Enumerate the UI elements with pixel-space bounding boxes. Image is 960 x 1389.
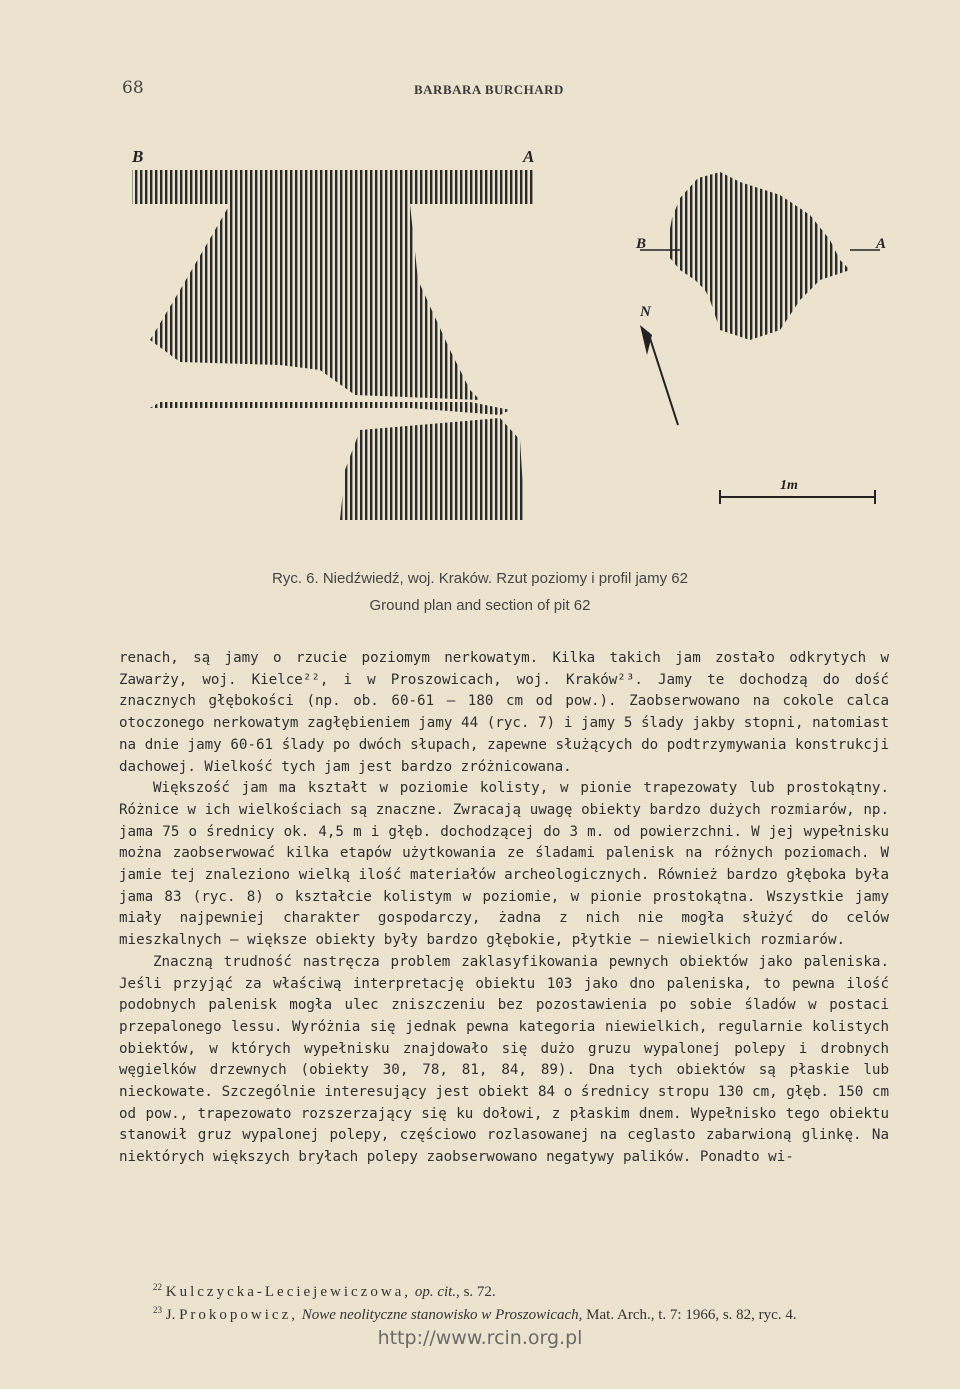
footnote-23-number: 23 [153, 1305, 162, 1315]
footnote-23 [119, 1301, 889, 1324]
ground-plan-drawing [131, 147, 535, 520]
footnote-22-number: 22 [153, 1282, 162, 1292]
figure-pit-62 [120, 140, 900, 560]
paragraph-2: Większość jam ma kształt w poziomie kolisty, w pionie trapezowaty lub prostokątny. Różnice w ich wielkościach są znaczne. Zwracają uwagę obiekty bardzo dużych rozmiarów, np. jama 75 o średnicy ok. 4,5 m i głęb. dochodzącej do 3 m. od powierzchni. W jej wypełnisku można zaobserwować kilka etapów użytkowania ze śladami palenisk na różnych poziomach. W jamie tej znaleziono wielką ilość materiałów archeologicznych. Również bardzo głęboka była jama 83 (ryc. 8) o kształcie kolistym w poziomie, w pionie prostokątna. Wszystkie jamy miały najpewniej charakter gospodarczy, żadna z nich nie mogła służyć do celów mieszkalnych — większe obiekty były bardzo głębokie, płytkie — niewielkich rozmiarów. [119, 780, 889, 949]
north-arrow-icon [639, 304, 678, 425]
section-label-a: A [876, 236, 887, 252]
scale-label: 1m [780, 478, 798, 493]
footnote-22-author: Kulczycka-Leciejewiczowa, [165, 1284, 412, 1300]
figure-caption-polish: Ryc. 6. Niedźwiedź, woj. Kraków. Rzut poziomy i profil jamy 62 [272, 570, 688, 587]
plan-label-b: B [132, 147, 144, 166]
footnote-23-author: Prokopowicz, [179, 1307, 298, 1323]
figure-caption-english: Ground plan and section of pit 62 [369, 597, 591, 614]
footnote-22 [119, 1278, 889, 1301]
footnote-23-title: Nowe neolityczne stanowisko w Proszowicach, [301, 1307, 583, 1323]
scale-bar [720, 478, 875, 504]
footnote-22-rest: s. 72. [463, 1284, 496, 1300]
paragraph-3: Znaczną trudność nastręcza problem zaklasyfikowania pewnych obiektów jako paleniska. Jeśli przyjąć za właściwą interpretację obiektu 103 jako dno paleniska, to pewna ilość podobnych palenisk mogła ulec zniszczeniu bez pozostawienia po sobie śladów w postaci przepalonego lessu. Wyróżnia się jednak pewna kategoria niewielkich, regularnie kolistych obiektów, w których wypełnisku znajdowało się dużo gruzu wypalonej polepy i drobnych węgielków drzewnych (obiekty 30, 78, 81, 84, 89). Dna tych obiektów są płaskie lub nieckowate. Szczególnie interesujący jest obiekt 84 o średnicy stropu 130 cm, głęb. 150 cm od pow., trapezowato rozszerzający się ku dołowi, z płaskim dnem. Wypełnisko tego obiektu stanowił gruz wypalonej polepy, częściowo rozlasowanej na ceglasto zabarwioną glinkę. Na niektórych większych bryłach polepy zaobserwowano negatywy palików. Ponadto wi- [119, 953, 889, 1166]
page-number: 68 [122, 78, 144, 98]
footnote-22-opcit: op. cit., [414, 1284, 460, 1300]
footnote-23-initial: J. [165, 1307, 176, 1323]
source-watermark: http://www.rcin.org.pl [377, 1327, 583, 1349]
footnotes [119, 1278, 889, 1324]
footnote-23-rest: Mat. Arch., t. 7: 1966, s. 82, ryc. 4. [586, 1307, 797, 1323]
plan-label-a: A [523, 147, 535, 166]
paragraph-1: renach, są jamy o rzucie poziomym nerkowatym. Kilka takich jam zostało odkrytych w Zawarży, woj. Kielce²², i w Proszowicach, woj. Kraków²³. Jamy te dochodzą do dość znacznych głębokości (np. ob. 60-61 — 180 cm od pow.). Zaobserwowano na cokole calca otoczonego nerkowatym zagłębieniem jamy 44 (ryc. 7) i jamy 5 ślady jakby stopni, natomiast na dnie jamy 60-61 ślady po dwóch słupach, zapewne służących do podtrzymywania konstrukcji dachowej. Wielkość tych jam jest bardzo zróżnicowana. [119, 650, 889, 775]
north-label: N [640, 304, 651, 320]
running-head: BARBARA BURCHARD [414, 82, 564, 97]
section-drawing [635, 172, 886, 340]
body-text [119, 648, 889, 1169]
section-label-b: B [636, 236, 647, 252]
